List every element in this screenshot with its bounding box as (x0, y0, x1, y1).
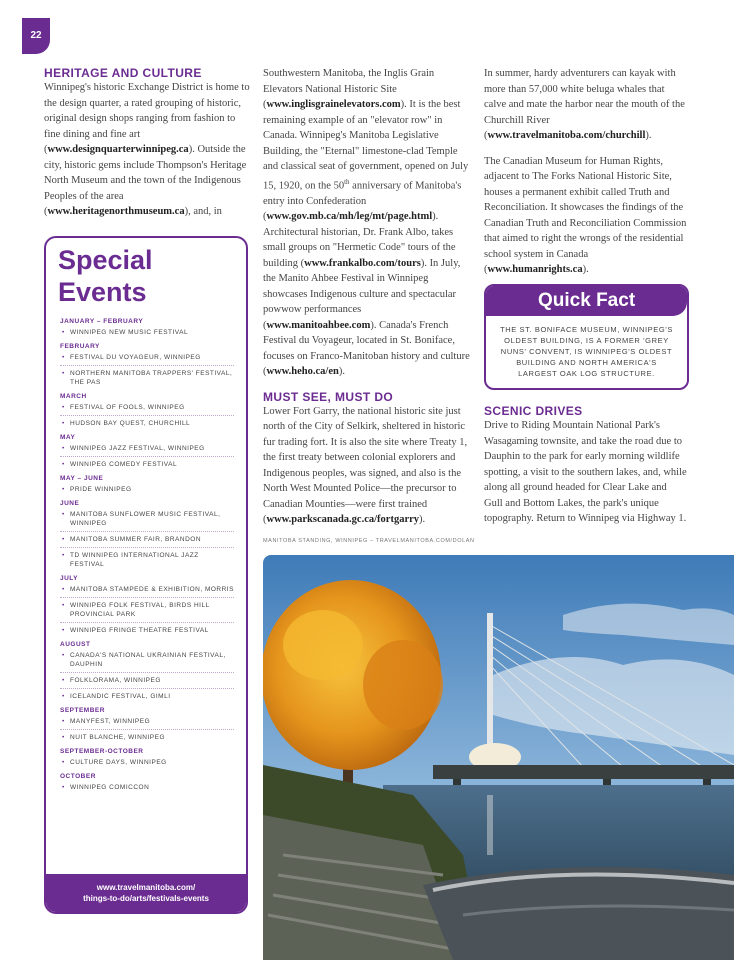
event-item: • FESTIVAL DU VOYAGEUR, WINNIPEG (60, 353, 234, 362)
event-item: • CULTURE DAYS, WINNIPEG (60, 758, 234, 767)
event-item: • PRIDE WINNIPEG (60, 485, 234, 494)
special-events-footer[interactable] (46, 874, 246, 912)
special-events-list (46, 308, 246, 792)
heritage-link-2[interactable]: www.heritagenorthmuseum.ca (47, 206, 185, 217)
quick-fact-box (484, 284, 689, 390)
event-item: • MANYFEST, WINNIPEG (60, 717, 234, 726)
legislature-paragraph: Southwestern Manitoba, the Inglis Grain Elevators National Historic Site (www.inglisgrainelevators.com). It is the best remaining example of an "elevator row" in Canada. Winnipeg's Manitoba Legislative Building, the "Eternal" limestone-clad Temple and classical seat of government, opened on July 15, 1920, on the 50th anniversary of Manitoba's entry into Confederation (www.gov.mb.ca/mh/leg/mt/page.html). Architectural historian, Dr. Frank Albo, takes small groups on "Hermetic Code" tours of the building (www.frankalbo.com/tours). In July, the Manito Ahbee Festival in Winnipeg showcases Indigenous culture and spectacular powwow performances (www.manitoahbee.com). Canada's French Festival du Voyageur, located in St. Boniface, focuses on Franco-Manitoban history and culture (www.heho.ca/en). (263, 68, 470, 377)
col2-text-5: . In July, the Manito Ahbee Festival in Winnipeg showcases Indigenous culture and spectacular powwow performances (263, 257, 461, 315)
heritage-heading: HERITAGE AND CULTURE (44, 66, 202, 80)
human-rights-paragraph: The Canadian Museum for Human Rights, adjacent to The Forks National Historic Site, houses a permanent exhibit called Truth and Reconciliation. It showcases the findings of the Canadian Truth and Reconciliation Commission that aimed to right the wrongs of the residential school system in Canada (www.humanrights.ca). (484, 155, 687, 275)
event-item: • WINNIPEG JAZZ FESTIVAL, WINNIPEG (60, 444, 234, 453)
events-month-heading: SEPTEMBER (60, 707, 105, 714)
events-month-heading: MAY (60, 434, 76, 441)
page-number-tab: 22 (22, 18, 50, 54)
events-footer-line-2[interactable]: things-to-do/arts/festivals-events (83, 894, 209, 903)
scenic-heading: SCENIC DRIVES (484, 404, 583, 418)
heritage-link-1[interactable]: www.designquarterwinnipeg.ca (47, 144, 189, 155)
event-item: • MANITOBA STAMPEDE & EXHIBITION, MORRIS (60, 585, 234, 594)
events-footer-line-1[interactable]: www.travelmanitoba.com/ (96, 883, 196, 892)
event-item: • NUIT BLANCHE, WINNIPEG (60, 729, 234, 742)
heritage-text: Winnipeg's historic Exchange District is home to the design quarter, a rated grouping of historic, original design shops ranging from fashion to fine dining and fine art (44, 82, 250, 140)
column-right (484, 66, 688, 284)
must-see-heading: MUST SEE, MUST DO (263, 389, 394, 404)
churchill-text: In summer, hardy adventurers can kayak with more than 57,000 white beluga whales that calve and mate the harbor near the mouth of the Churchill River (484, 68, 685, 126)
manitoahbee-link[interactable]: www.manitoahbee.com (266, 319, 371, 331)
photo-caption: MANITOBA STANDING, WINNIPEG – TRAVELMANITOBA.COM/DOLAN (263, 538, 475, 544)
events-month-heading: MARCH (60, 393, 87, 400)
quick-fact-title: Quick Fact (486, 286, 687, 316)
col2-text-4: . Architectural historian, Dr. Frank Albo, takes small groups on "Hermetic Code" tours of the building (263, 211, 456, 269)
col2-text-3: anniversary of Manitoba's entry into Confederation (263, 180, 462, 207)
events-month-heading: JANUARY – FEBRUARY (60, 318, 144, 325)
scenic-text: Drive to Riding Mountain National Park's Wasagaming townsite, and take the road due to Dauphin to the park for early morning wildlife spotting, a visit to the southern lakes, and, while along all ground headed for Clear Lake and Gull and Bottom Lakes, the park's unique topography. Return to Winnipeg via Highway 1. (484, 420, 687, 524)
events-month-heading: SEPTEMBER-OCTOBER (60, 748, 144, 755)
event-item: • FESTIVAL OF FOOLS, WINNIPEG (60, 403, 234, 412)
column-left (44, 66, 250, 226)
esplanade-riel-photo (263, 555, 734, 960)
events-month-heading: JUNE (60, 500, 80, 507)
heho-link[interactable]: www.heho.ca/en (266, 366, 339, 377)
event-item: • ICELANDIC FESTIVAL, GIMLI (60, 688, 234, 701)
col2-text-7: . (342, 366, 345, 377)
quick-fact-text: THE ST. BONIFACE MUSEUM, WINNIPEG'S OLDEST BUILDING, IS A FORMER 'GREY NUNS' CONVENT, IS WINNIPEG'S OLDEST BUILDING AND NORTH AMERICA'S LARGEST OAK LOG STRUCTURE. (500, 325, 673, 378)
scenic-section (484, 404, 688, 533)
event-item: • TD WINNIPEG INTERNATIONAL JAZZ FESTIVAL (60, 547, 234, 569)
event-item: • WINNIPEG FRINGE THEATRE FESTIVAL (60, 622, 234, 635)
event-item: • WINNIPEG FOLK FESTIVAL, BIRDS HILL PROVINCIAL PARK (60, 597, 234, 619)
parkscanada-link[interactable]: www.parkscanada.gc.ca/fortgarry (266, 514, 420, 525)
events-month-heading: MAY – JUNE (60, 475, 104, 482)
event-item: • NORTHERN MANITOBA TRAPPERS' FESTIVAL, THE PAS (60, 365, 234, 387)
churchill-paragraph: In summer, hardy adventurers can kayak with more than 57,000 white beluga whales that calve and mate the harbor near the mouth of the Churchill River (www.travelmanitoba.com/churchill). (484, 68, 685, 141)
event-item: • WINNIPEG NEW MUSIC FESTIVAL (60, 328, 234, 337)
frankalbo-link[interactable]: www.frankalbo.com/tours (304, 257, 421, 269)
special-events-title: Special Events (58, 245, 153, 307)
event-item: • MANITOBA SUNFLOWER MUSIC FESTIVAL, WINNIPEG (60, 510, 234, 528)
event-item: • WINNIPEG COMICCON (60, 783, 234, 792)
special-events-box (44, 236, 248, 914)
must-see-text: Lower Fort Garry, the national historic site just north of the City of Selkirk, sheltered in historic fur trading fort. It is also the site where Treaty 1, the first treaty between colonial explorers and Indigenous peoples, was signed, and also is the North West Mounted Police—the precursor to Canadian Mounties—were first trained (263, 405, 468, 510)
col2-text-6: . Canada's French Festival du Voyageur, located in St. Boniface, focuses on Franco-Manitoban history and culture (263, 319, 470, 362)
col2-text-1: Southwestern Manitoba, the Inglis Grain Elevators National Historic Site (263, 68, 435, 95)
ordinal-suffix: th (344, 177, 350, 186)
heritage-text-2: . Outside the city, historic gems include Thompson's Heritage North Museum and the town of the Indigenous Peoples of the area (44, 144, 247, 202)
event-item: • HUDSON BAY QUEST, CHURCHILL (60, 415, 234, 428)
events-month-heading: OCTOBER (60, 773, 96, 780)
col2-text-2: . It is the best remaining example of an "elevator row" in Canada. Winnipeg's Manitoba Legislative Building, the "Eternal" limestone-clad Temple and classical seat of government, opened on July 15, 1920, on the 50 (263, 99, 469, 191)
must-see-paragraph: Lower Fort Garry, the national historic site just north of the City of Selkirk, sheltered in historic fur trading fort. It is also the site where Treaty 1, the first treaty between colonial explorers and Indigenous peoples, was signed, and also is the North West Mounted Police—the precursor to Canadian Mounties—were first trained (www.parkscanada.gc.ca/fortgarry). (263, 405, 468, 525)
events-month-heading: JULY (60, 575, 79, 582)
column-middle (263, 66, 473, 534)
legislature-link[interactable]: www.gov.mb.ca/mh/leg/mt/page.html (266, 211, 433, 222)
photo-illustration (263, 555, 734, 960)
event-item: • WINNIPEG COMEDY FESTIVAL (60, 456, 234, 469)
heritage-text-3: , and, in (188, 206, 222, 217)
human-rights-text: The Canadian Museum for Human Rights, adjacent to The Forks National Historic Site, houses a permanent exhibit called Truth and Reconciliation. It showcases the findings of the Canadian Truth and Reconciliation Commission that aimed to right the wrongs of the residential school system in Canada (484, 155, 687, 260)
event-item: • CANADA'S NATIONAL UKRAINIAN FESTIVAL, DAUPHIN (60, 651, 234, 669)
heritage-paragraph: Winnipeg's historic Exchange District is home to the design quarter, a rated grouping of historic, original design shops ranging from fashion to fine dining and fine art (www.designquarterwinnipeg.ca). Outside the city, historic gems include Thompson's Heritage North Museum and the town of the Indigenous Peoples of the area (www.heritagenorthmuseum.ca), and, in (44, 82, 250, 217)
events-month-heading: AUGUST (60, 641, 91, 648)
humanrights-link[interactable]: www.humanrights.ca (487, 264, 583, 275)
event-item: • FOLKLORAMA, WINNIPEG (60, 672, 234, 685)
event-item: • MANITOBA SUMMER FAIR, BRANDON (60, 531, 234, 544)
churchill-link[interactable]: www.travelmanitoba.com/churchill (487, 130, 646, 141)
inglis-link[interactable]: www.inglisgrainelevators.com (266, 99, 401, 110)
events-month-heading: FEBRUARY (60, 343, 100, 350)
